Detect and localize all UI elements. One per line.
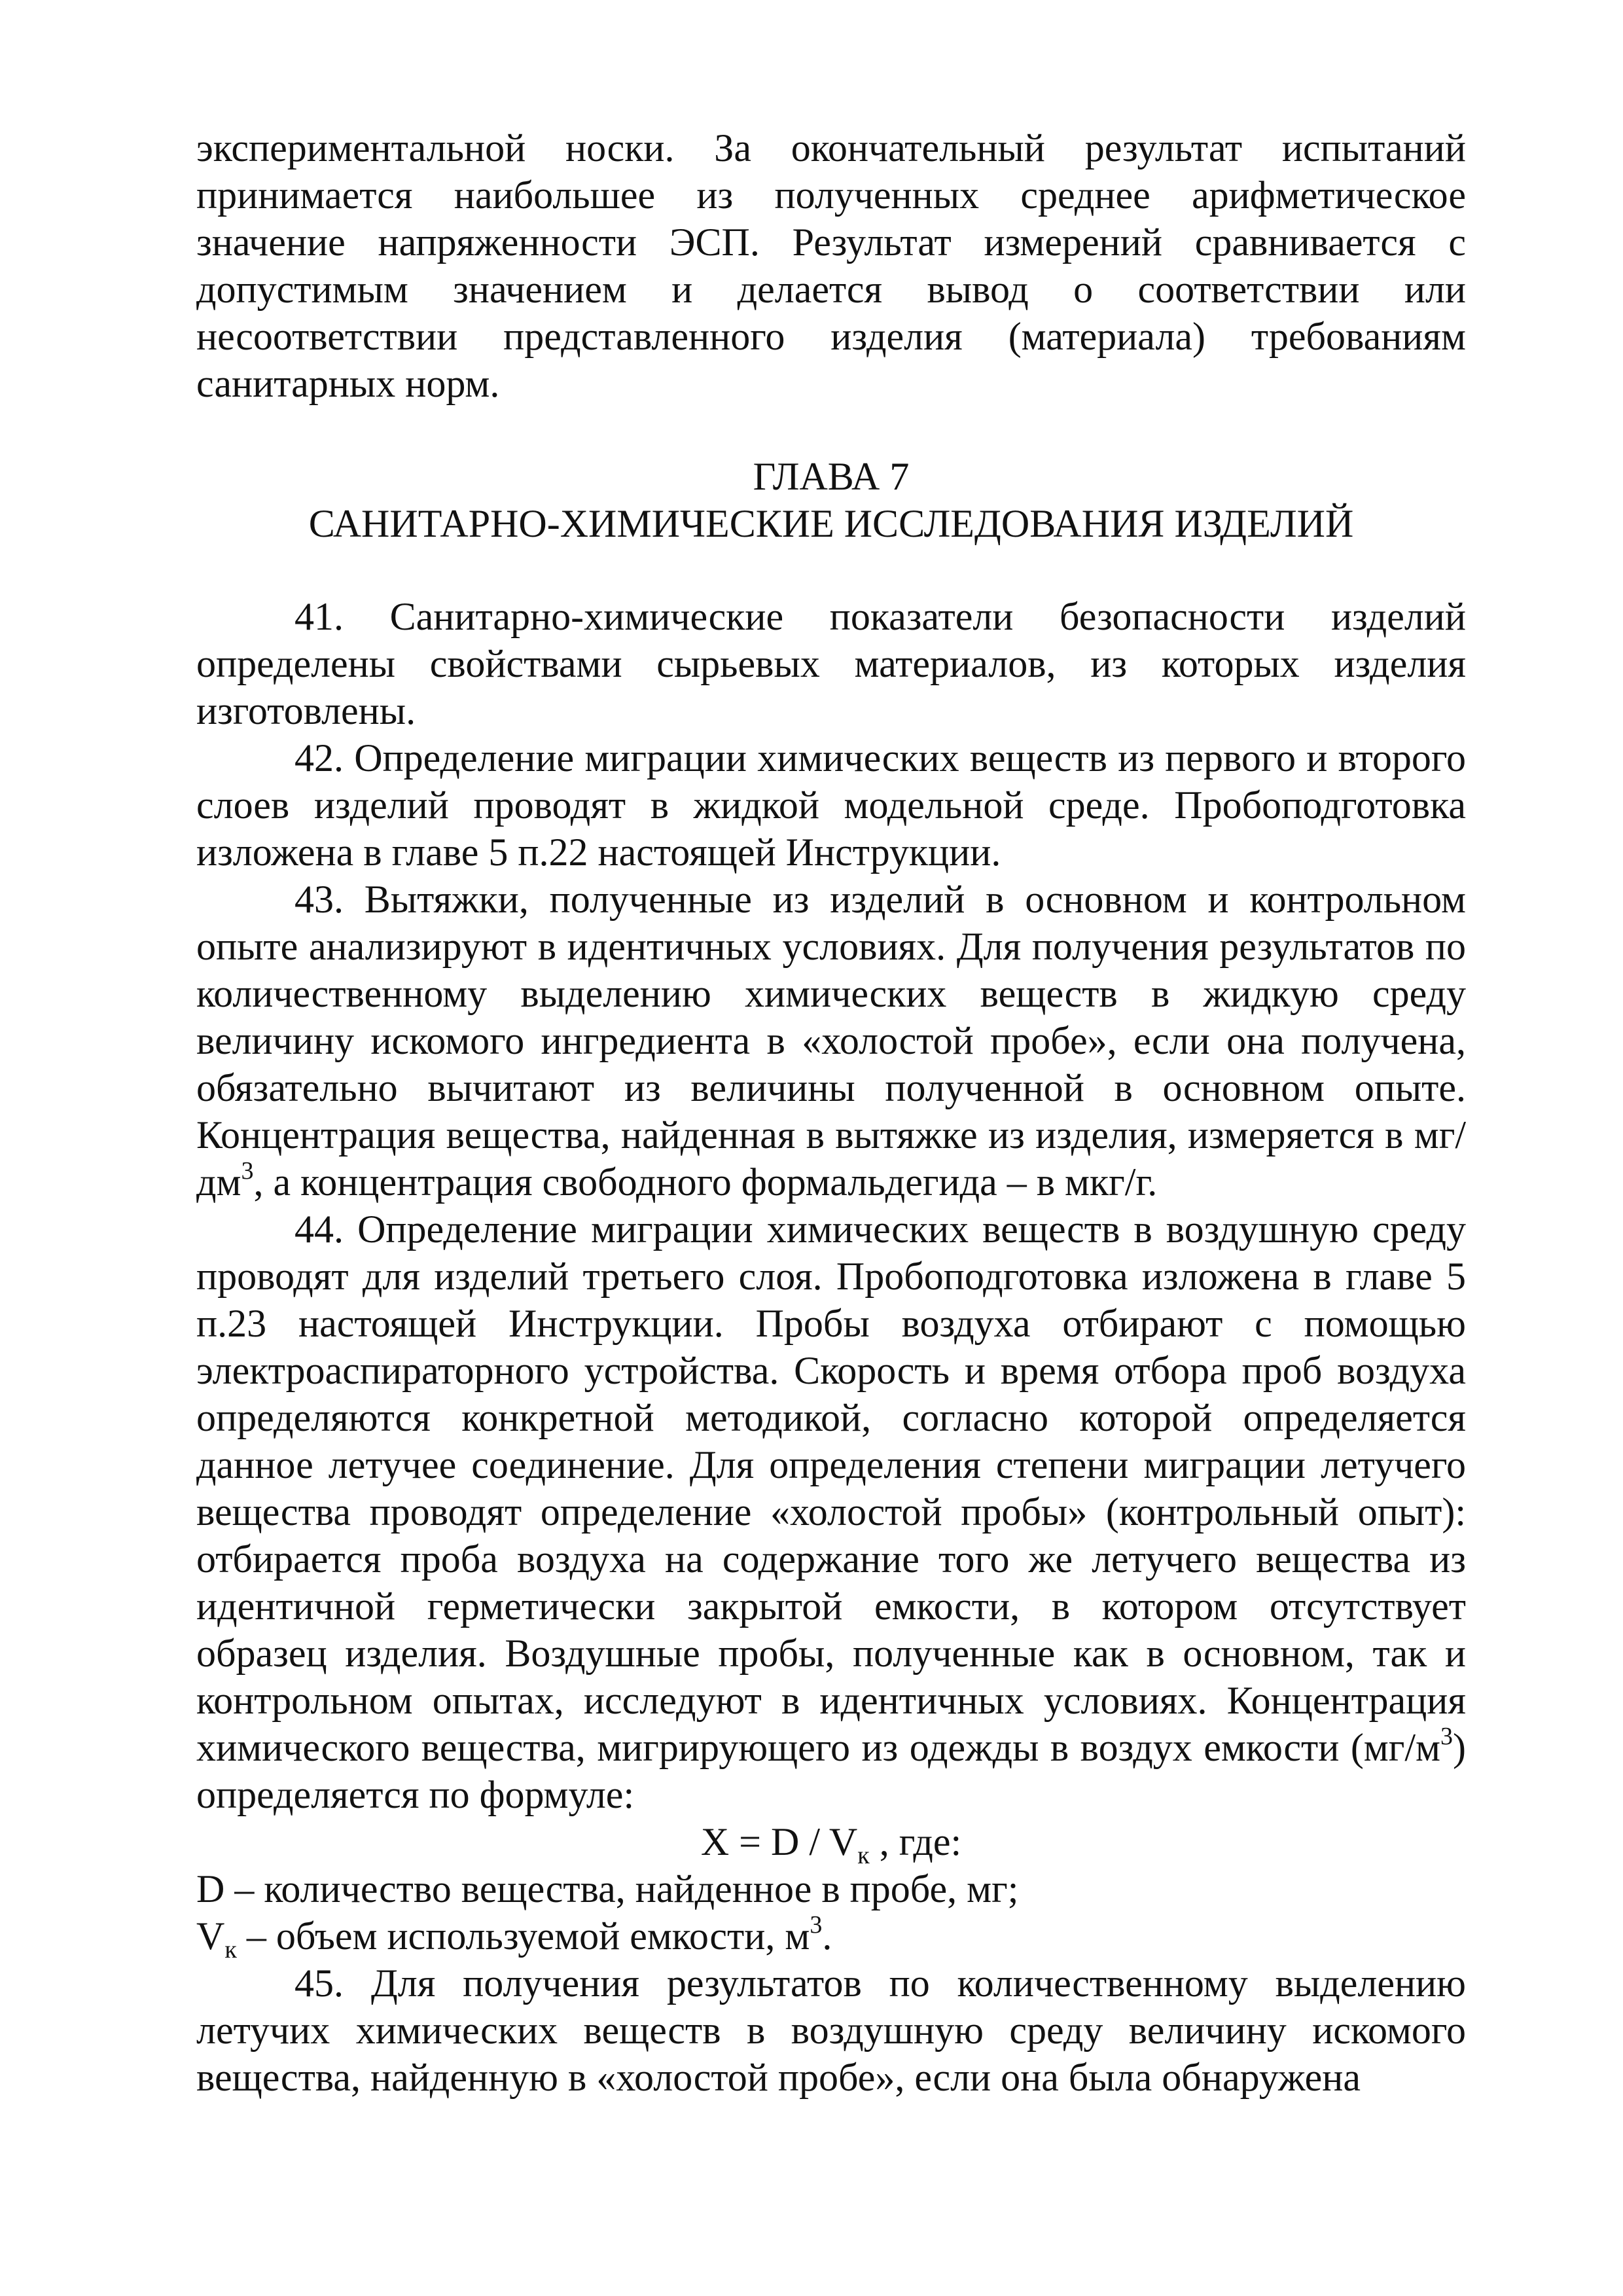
definition-v-superscript: 3 — [810, 1911, 823, 1939]
paragraph-43-text: 43. Вытяжки, полученные из изделий в основном и контрольном опыте анализируют в идентичных условиях. Для получения результатов по количественному выделению химических веществ в жидкую среду величину искомого ингредиента в «холостой пробе», если она получена, обязательно вычитают из величины полученной в основном опыте. Концентрация вещества, найденная в вытяжке из изделия, измеряется в мг/дм — [196, 878, 1466, 1204]
definition-v-end: . — [822, 1914, 832, 1958]
document-page — [196, 124, 1466, 2101]
unit-superscript: 3 — [241, 1157, 254, 1185]
formula — [196, 1818, 1466, 1869]
paragraph-43 — [196, 876, 1466, 1206]
paragraph-44 — [196, 1206, 1466, 1818]
definition-v-text: – объем используемой емкости, м — [236, 1914, 810, 1958]
paragraph-45: 45. Для получения результатов по количественному выделению летучих химических веществ в воздушную среду величину искомого вещества, найденную в «холостой пробе», если она была обнаружена — [196, 1962, 1466, 2099]
formula-expression: X = D / V — [700, 1820, 858, 1863]
unit-superscript: 3 — [1440, 1723, 1454, 1750]
paragraph-41: 41. Санитарно-химические показатели безопасности изделий определены свойствами сырьевых материалов, из которых изделия изготовлены. — [196, 595, 1466, 732]
chapter-title: САНИТАРНО-ХИМИЧЕСКИЕ ИССЛЕДОВАНИЯ ИЗДЕЛИЙ — [308, 502, 1354, 545]
chapter-heading — [196, 453, 1466, 547]
definition-v-symbol: V — [196, 1914, 225, 1958]
formula-subscript: к — [857, 1842, 870, 1869]
paragraph-44-text-end: ) определяется по формуле: — [196, 1726, 1466, 1816]
formula-tail: , где: — [869, 1820, 962, 1863]
paragraph-43-text-end: , а концентрация свободного формальдегида – в мкг/г. — [253, 1160, 1158, 1204]
definition-d: D – количество вещества, найденное в пробе, мг; — [196, 1867, 1019, 1910]
definition-v — [196, 1911, 1466, 1964]
definition-v-subscript: к — [224, 1936, 237, 1964]
paragraph-continuation: экспериментальной носки. За окончательный результат испытаний принимается наибольшее из полученных среднее арифметическое значение напряженности ЭСП. Результат измерений сравнивается с допустимым значением и делается вывод о соответствии или несоответствии представленного изделия (материала) требованиям санитарных норм. — [196, 126, 1466, 405]
paragraph-44-text: 44. Определение миграции химических веществ в воздушную среду проводят для изделий третьего слоя. Пробоподготовка изложена в главе 5 п.23 настоящей Инструкции. Пробы воздуха отбирают с помощью электроаспираторного устройства. Скорость и время отбора проб воздуха определяются конкретной методикой, согласно которой определяется данное летучее соединение. Для определения степени миграции летучего вещества проводят определение «холостой пробы» (контрольный опыт): отбирается проба воздуха на содержание того же летучего вещества из идентичной герметически закрытой емкости, в котором отсутствует образец изделия. Воздушные пробы, полученные как в основном, так и контрольном опытах, исследуют в идентичных условиях. Концентрация химического вещества, мигрирующего из одежды в воздух емкости (мг/м — [196, 1208, 1466, 1769]
paragraph-42: 42. Определение миграции химических веществ из первого и второго слоев изделий проводят в жидкой модельной среде. Пробоподготовка изложена в главе 5 п.22 настоящей Инструкции. — [196, 736, 1466, 874]
chapter-number: ГЛАВА 7 — [753, 455, 910, 498]
